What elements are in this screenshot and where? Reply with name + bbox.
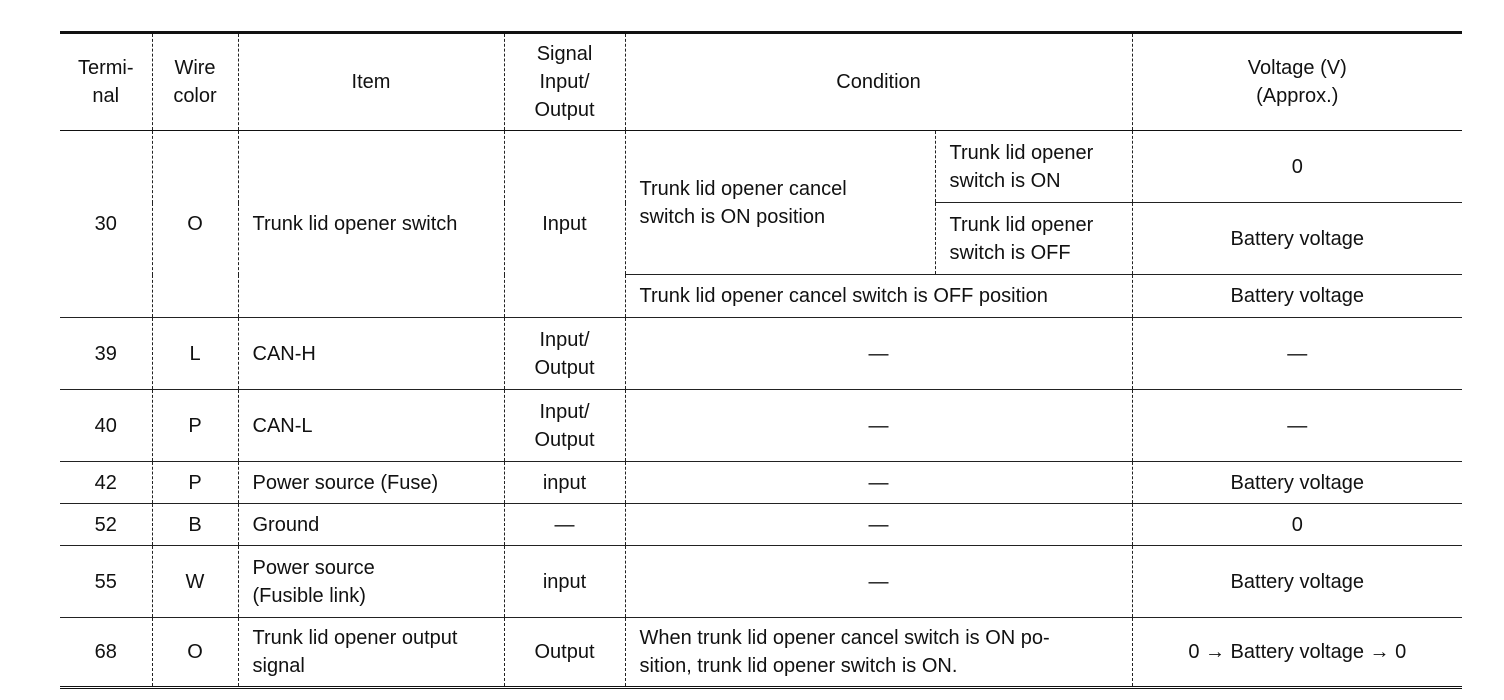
signal-cell: input bbox=[504, 546, 625, 618]
item-cell: Power source (Fuse) bbox=[238, 462, 504, 504]
voltage-cell: 0 bbox=[1132, 504, 1462, 546]
sub-condition-cell: Trunk lid opener switch is ON bbox=[935, 131, 1132, 203]
signal-cell: Input bbox=[504, 131, 625, 318]
header-wire-color bbox=[152, 33, 238, 131]
terminal-cell: 55 bbox=[60, 546, 152, 618]
condition-cell: When trunk lid opener cancel switch is ON po- sition, trunk lid opener switch is ON. bbox=[625, 618, 1132, 688]
item-cell: Trunk lid opener output signal bbox=[238, 618, 504, 688]
condition-cell: — bbox=[625, 546, 1132, 618]
table-row bbox=[60, 504, 1462, 546]
wire-color-cell: O bbox=[152, 131, 238, 318]
wire-color-cell: P bbox=[152, 462, 238, 504]
signal-cell: — bbox=[504, 504, 625, 546]
table-row bbox=[60, 131, 1462, 203]
table-row bbox=[60, 546, 1462, 618]
table-row bbox=[60, 462, 1462, 504]
terminal-cell: 68 bbox=[60, 618, 152, 688]
condition-cell: — bbox=[625, 390, 1132, 462]
header-condition-text: Condition bbox=[836, 71, 921, 93]
header-item bbox=[238, 33, 504, 131]
terminal-cell: 40 bbox=[60, 390, 152, 462]
signal-cell: Output bbox=[504, 618, 625, 688]
table-row bbox=[60, 390, 1462, 462]
item-cell: CAN-L bbox=[238, 390, 504, 462]
wire-color-cell: B bbox=[152, 504, 238, 546]
voltage-cell: Battery voltage bbox=[1132, 203, 1462, 275]
voltage-cell: Battery voltage bbox=[1132, 275, 1462, 318]
header-condition bbox=[625, 33, 1132, 131]
signal-cell: Input/ Output bbox=[504, 318, 625, 390]
header-voltage bbox=[1132, 33, 1462, 131]
wire-color-cell: L bbox=[152, 318, 238, 390]
condition-cell: — bbox=[625, 462, 1132, 504]
item-cell: CAN-H bbox=[238, 318, 504, 390]
terminal-table bbox=[60, 31, 1462, 689]
item-cell: Trunk lid opener switch bbox=[238, 131, 504, 318]
voltage-cell: Battery voltage bbox=[1132, 462, 1462, 504]
signal-cell: Input/ Output bbox=[504, 390, 625, 462]
table-row bbox=[60, 618, 1462, 688]
header-terminal bbox=[60, 33, 152, 131]
condition-cell: Trunk lid opener cancel switch is OFF position bbox=[625, 275, 1132, 318]
terminal-cell: 39 bbox=[60, 318, 152, 390]
item-cell: Ground bbox=[238, 504, 504, 546]
terminal-cell: 30 bbox=[60, 131, 152, 318]
signal-cell: input bbox=[504, 462, 625, 504]
voltage-cell: Battery voltage bbox=[1132, 546, 1462, 618]
voltage-cell: 0 bbox=[1132, 131, 1462, 203]
condition-cell: Trunk lid opener cancel switch is ON position bbox=[625, 131, 935, 275]
wire-color-cell: W bbox=[152, 546, 238, 618]
condition-cell: — bbox=[625, 504, 1132, 546]
terminal-cell: 52 bbox=[60, 504, 152, 546]
voltage-cell: — bbox=[1132, 390, 1462, 462]
header-terminal-text: Termi- nal bbox=[77, 57, 134, 107]
header-signal bbox=[504, 33, 625, 131]
condition-cell: — bbox=[625, 318, 1132, 390]
voltage-cell: 0 → Battery voltage → 0 bbox=[1132, 618, 1462, 688]
item-cell: Power source (Fusible link) bbox=[238, 546, 504, 618]
sub-condition-cell: Trunk lid opener switch is OFF bbox=[935, 203, 1132, 275]
table-row bbox=[60, 318, 1462, 390]
header-row bbox=[60, 33, 1462, 131]
header-signal-text: Signal Input/ Output bbox=[534, 43, 595, 121]
header-wire-color-text: Wire color bbox=[173, 57, 217, 107]
wire-color-cell: O bbox=[152, 618, 238, 688]
wire-color-cell: P bbox=[152, 390, 238, 462]
terminal-cell: 42 bbox=[60, 462, 152, 504]
header-voltage-text: Voltage (V) (Approx.) bbox=[1247, 57, 1347, 107]
header-item-text: Item bbox=[351, 71, 391, 93]
voltage-cell: — bbox=[1132, 318, 1462, 390]
